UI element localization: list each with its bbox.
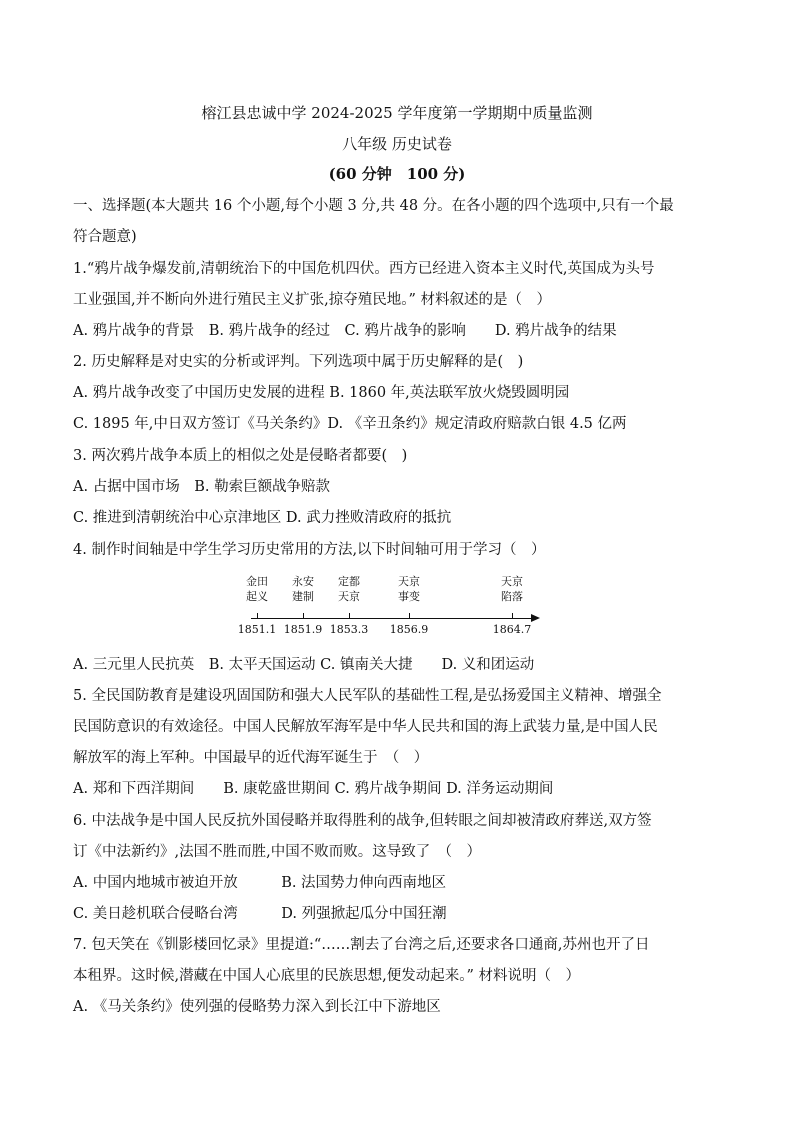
timeline-event-label: 永安 建制 bbox=[292, 575, 314, 603]
timeline-event-label: 金田 起义 bbox=[246, 575, 268, 603]
timeline-tick bbox=[409, 613, 410, 619]
question-3-options-line-1: A. 占据中国市场 B. 勒索巨额战争赔款 bbox=[73, 479, 331, 495]
question-5-stem-line-1: 5. 全民国防教育是建设巩固国防和强大人民军队的基础性工程,是弘扬爱国主义精神、增强全 bbox=[73, 688, 662, 704]
question-7-stem-line-1: 7. 包天笑在《钏影楼回忆录》里提道:“……割去了台湾之后,还要求各口通商,苏州也开了日 bbox=[73, 937, 650, 953]
question-3-stem: 3. 两次鸦片战争本质上的相似之处是侵略者都要( ) bbox=[73, 448, 408, 464]
question-4-stem: 4. 制作时间轴是中学生学习历史常用的方法,以下时间轴可用于学习（ ） bbox=[73, 542, 546, 558]
timeline-tick bbox=[303, 613, 304, 619]
question-5-stem-line-3: 解放军的海上军种。中国最早的近代海军诞生于 （ ） bbox=[73, 750, 429, 766]
question-7-stem-line-2: 本租界。这时候,潜藏在中国人心底里的民族思想,便发动起来。” 材料说明（ ） bbox=[73, 968, 580, 984]
timeline-tick bbox=[512, 613, 513, 619]
exam-time-score: (60 分钟 100 分) bbox=[328, 165, 466, 183]
question-7-option-a: A. 《马关条约》使列强的侵略势力深入到长江中下游地区 bbox=[73, 999, 441, 1015]
section-instruction-line-2: 符合题意) bbox=[73, 229, 137, 245]
timeline-event-label: 天京 事变 bbox=[398, 575, 420, 603]
timeline-tick bbox=[257, 613, 258, 619]
section-instruction-line-1: 一、选择题(本大题共 16 个小题,每个小题 3 分,共 48 分。在各小题的四个选项中,只有一个最 bbox=[73, 198, 674, 214]
question-2-options-line-1: A. 鸦片战争改变了中国历史发展的进程 B. 1860 年,英法联军放火烧毁圆明园 bbox=[73, 385, 570, 401]
timeline-arrow-icon bbox=[531, 614, 540, 622]
question-6-stem-line-2: 订《中法新约》,法国不胜而胜,中国不败而败。这导致了 （ ） bbox=[73, 844, 481, 860]
taiping-timeline-figure bbox=[237, 574, 547, 638]
question-1-stem-line-1: 1.“鸦片战争爆发前,清朝统治下的中国危机四伏。西方已经进入资本主义时代,英国成为头号 bbox=[73, 261, 655, 277]
question-2-stem: 2. 历史解释是对史实的分析或评判。下列选项中属于历史解释的是( ) bbox=[73, 354, 524, 370]
exam-subtitle: 八年级 历史试卷 bbox=[342, 135, 452, 153]
timeline-event-label: 定都 天京 bbox=[338, 575, 360, 603]
timeline-event-date: 1864.7 bbox=[492, 623, 532, 636]
question-2-options-line-2: C. 1895 年,中日双方签订《马关条约》D. 《辛丑条约》规定清政府赔款白银 4.5 亿两 bbox=[73, 416, 627, 432]
question-6-stem-line-1: 6. 中法战争是中国人民反抗外国侵略并取得胜利的战争,但转眼之间却被清政府葬送,双方签 bbox=[73, 813, 652, 829]
question-6-options-line-2: C. 美日趁机联合侵略台湾 D. 列强掀起瓜分中国狂潮 bbox=[73, 906, 447, 922]
timeline-tick bbox=[349, 613, 350, 619]
timeline-event-date: 1851.1 bbox=[237, 623, 277, 636]
timeline-event-date: 1856.9 bbox=[389, 623, 429, 636]
question-6-options-line-1: A. 中国内地城市被迫开放 B. 法国势力伸向西南地区 bbox=[73, 875, 447, 891]
timeline-axis bbox=[251, 618, 533, 619]
timeline-event-date: 1853.3 bbox=[329, 623, 369, 636]
question-5-options: A. 郑和下西洋期间 B. 康乾盛世期间 C. 鸦片战争期间 D. 洋务运动期间 bbox=[73, 781, 554, 797]
question-4-options: A. 三元里人民抗英 B. 太平天国运动 C. 镇南关大捷 D. 义和团运动 bbox=[73, 657, 535, 673]
timeline-event-date: 1851.9 bbox=[283, 623, 323, 636]
question-1-stem-line-2: 工业强国,并不断向外进行殖民主义扩张,掠夺殖民地。” 材料叙述的是（ ） bbox=[73, 292, 551, 308]
question-3-options-line-2: C. 推进到清朝统治中心京津地区 D. 武力挫败清政府的抵抗 bbox=[73, 510, 452, 526]
timeline-event-label: 天京 陷落 bbox=[501, 575, 523, 603]
question-1-options: A. 鸦片战争的背景 B. 鸦片战争的经过 C. 鸦片战争的影响 D. 鸦片战争的结果 bbox=[73, 323, 617, 339]
exam-title: 榕江县忠诚中学 2024-2025 学年度第一学期期中质量监测 bbox=[201, 104, 593, 122]
question-5-stem-line-2: 民国防意识的有效途径。中国人民解放军海军是中华人民共和国的海上武装力量,是中国人民 bbox=[73, 719, 658, 735]
